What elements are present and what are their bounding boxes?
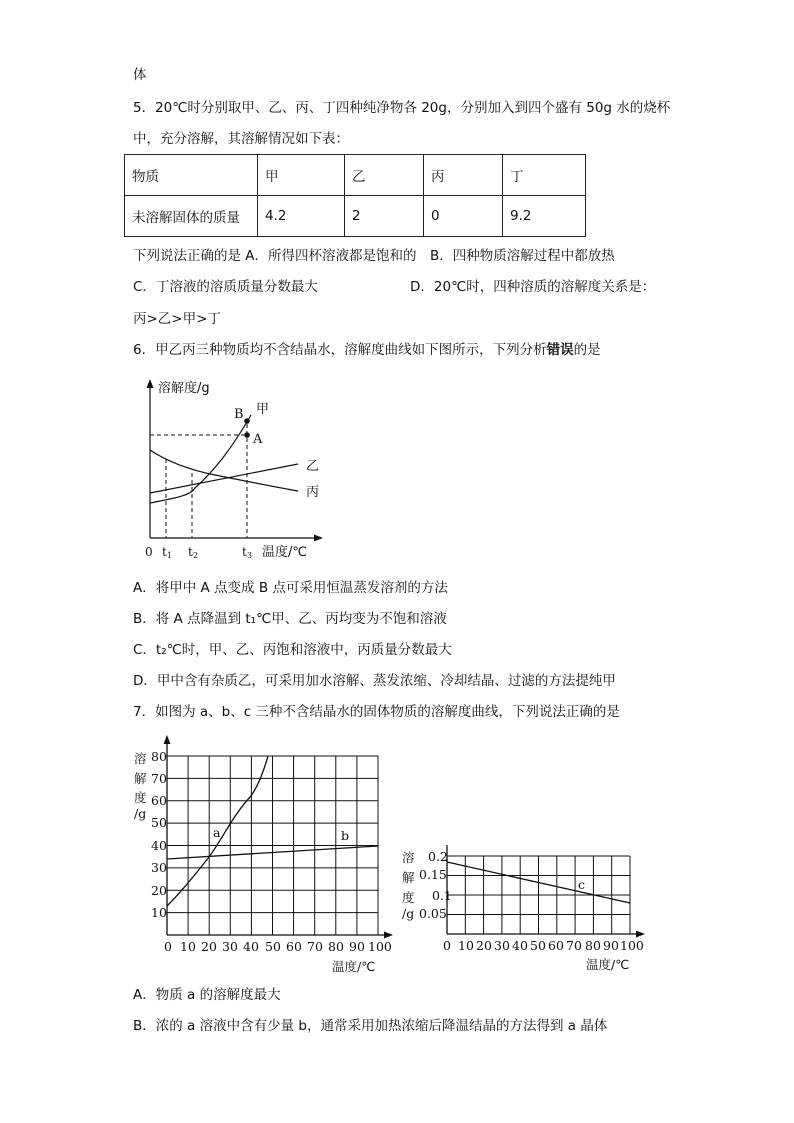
svg-text:60: 60 [286,939,302,954]
svg-text:t: t [242,545,247,559]
svg-text:B: B [234,407,244,422]
table-cell: 9.2 [503,196,586,237]
stem-text: 的是 [573,342,601,358]
svg-text:A: A [253,432,263,447]
svg-text:10: 10 [458,938,474,953]
svg-text:80: 80 [151,749,167,764]
svg-text:100: 100 [368,939,392,954]
svg-text:50: 50 [530,938,546,953]
svg-text:30: 30 [222,939,238,954]
table-header-cell: 乙 [345,155,424,196]
svg-text:溶解度/g: 溶解度/g [158,381,210,396]
svg-text:60: 60 [151,793,167,808]
text-line: 体 [133,67,147,83]
svg-text:60: 60 [548,938,564,953]
svg-text:t: t [162,545,167,559]
question-5-stem: 5．20℃时分别取甲、乙、丙、丁四种纯净物各 20g，分别加入到四个盛有 50g 水的烧杯 [133,100,671,116]
svg-text:70: 70 [307,939,323,954]
svg-text:80: 80 [585,938,601,953]
svg-text:b: b [341,828,350,843]
svg-text:温度/℃: 温度/℃ [586,957,630,972]
svg-text:20: 20 [201,939,217,954]
question-6-option-b: B．将 A 点降温到 t₁℃甲、乙、丙均变为不饱和溶液 [133,611,447,627]
emphasis-text: 错误 [546,342,574,358]
svg-text:20: 20 [151,883,167,898]
svg-text:80: 80 [328,939,344,954]
svg-text:40: 40 [151,838,167,853]
question-7-option-a: A．物质 a 的溶解度最大 [133,987,281,1003]
svg-text:40: 40 [243,939,259,954]
question-5-option-d: D．20℃时，四种溶质的溶解度关系是： [410,279,656,295]
svg-text:2: 2 [193,551,199,560]
svg-text:度: 度 [134,790,147,805]
svg-text:1: 1 [167,551,173,560]
svg-text:解: 解 [402,870,415,885]
question-6-option-c: C．t₂℃时，甲、乙、丙饱和溶液中，丙质量分数最大 [133,642,452,658]
question-5-options-ab: 下列说法正确的是 A．所得四杯溶液都是饱和的 B．四种物质溶解过程中都放热 [133,248,615,264]
svg-text:溶: 溶 [402,850,415,865]
table-header-cell: 物质 [125,155,258,196]
svg-text:溶: 溶 [134,751,147,766]
table-header-cell: 丁 [503,155,586,196]
svg-text:40: 40 [512,938,528,953]
table-header-cell: 甲 [258,155,345,196]
stem-text: 6．甲乙丙三种物质均不含结晶水，溶解度曲线如下图所示，下列分析 [133,342,547,358]
table-header-cell: 丙 [424,155,503,196]
svg-text:温度/℃: 温度/℃ [262,545,307,560]
svg-text:甲: 甲 [256,402,270,417]
svg-text:解: 解 [134,771,147,786]
question-7-stem: 7．如图为 a、b、c 三种不含结晶水的固体物质的溶解度曲线，下列说法正确的是 [133,704,620,720]
svg-text:度: 度 [402,890,415,905]
svg-text:70: 70 [151,771,167,786]
table-cell: 4.2 [258,196,345,237]
svg-text:丙: 丙 [306,485,320,500]
svg-text:50: 50 [265,939,281,954]
svg-text:0: 0 [145,545,153,559]
question-6-option-a: A．将甲中 A 点变成 B 点可采用恒温蒸发溶剂的方法 [133,580,448,596]
table-cell: 2 [345,196,424,237]
svg-text:10: 10 [151,905,167,920]
svg-text:90: 90 [349,939,365,954]
svg-text:a: a [213,825,221,840]
svg-text:90: 90 [603,938,619,953]
svg-text:10: 10 [180,939,196,954]
svg-text:70: 70 [566,938,582,953]
svg-text:100: 100 [620,938,644,953]
svg-text:/g: /g [402,906,415,921]
svg-text:3: 3 [247,551,253,560]
svg-text:30: 30 [151,860,167,875]
question-5-option-d-cont: 丙>乙>甲>丁 [133,311,221,327]
svg-text:30: 30 [494,938,510,953]
question-6-option-d: D．甲中含有杂质乙，可采用加水溶解、蒸发浓缩、冷却结晶、过滤的方法提纯甲 [133,673,616,689]
svg-text:0.15: 0.15 [419,867,447,882]
table-cell: 0 [424,196,503,237]
svg-text:0: 0 [164,939,172,954]
question-5-stem-cont: 中，充分溶解，其溶解情况如下表： [133,131,349,147]
table-row-label: 未溶解固体的质量 [125,196,258,237]
svg-text:乙: 乙 [306,459,320,474]
svg-text:0.2: 0.2 [428,849,448,864]
svg-text:t: t [188,545,193,559]
question-5-option-c: C．丁溶液的溶质质量分数最大 [133,279,318,295]
svg-text:0: 0 [443,938,451,953]
question-7-option-b: B．浓的 a 溶液中含有少量 b，通常采用加热浓缩后降温结晶的方法得到 a 晶体 [133,1018,608,1034]
arrow-icon [636,931,645,938]
svg-text:/g: /g [134,806,147,821]
svg-text:50: 50 [151,815,167,830]
svg-text:20: 20 [476,938,492,953]
svg-text:0.05: 0.05 [419,906,447,921]
svg-text:温度/℃: 温度/℃ [332,959,376,974]
svg-text:c: c [578,877,586,892]
svg-text:0.1: 0.1 [432,888,452,903]
